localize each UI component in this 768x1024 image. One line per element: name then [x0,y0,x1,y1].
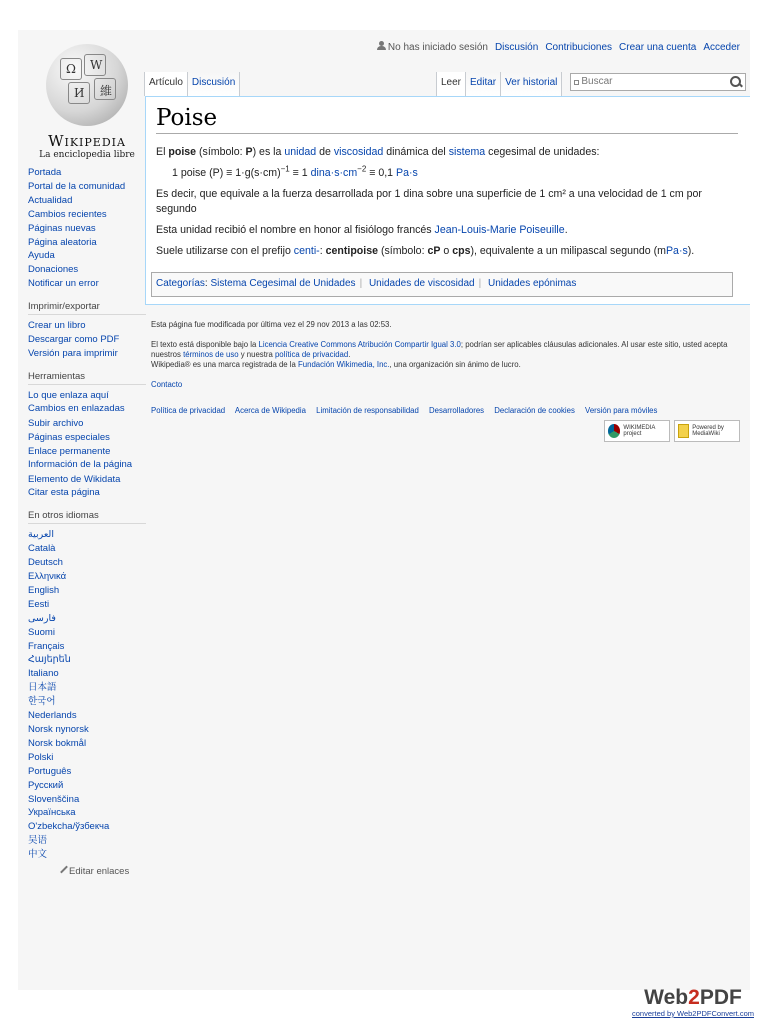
nav-pagina-aleatoria[interactable]: Página aleatoria [28,236,97,248]
superscript: −2 [357,164,367,174]
paragraph-equivalence: Es decir, que equivale a la fuerza desarrollada por 1 dina sobre una superficie de 1 cm² a una velocidad de 1 cm por segundo [156,188,702,215]
search-square-icon [574,80,579,85]
print-export-heading[interactable]: Imprimir/exportar [28,301,146,315]
tab-article[interactable]: Artículo [144,72,188,96]
navigation-menu [28,166,146,291]
tools-informacion-pagina[interactable]: Información de la página [28,458,133,470]
license-text [151,340,746,360]
article-content [145,96,750,305]
text: cegesimal de unidades: [485,146,600,158]
text: y nuestra [238,350,275,359]
lang-link[interactable]: O'zbekcha/ўзбекча [28,821,110,833]
nav-portal-comunidad[interactable]: Portal de la comunidad [28,180,126,192]
privacy-policy-link[interactable]: política de privacidad [274,350,349,359]
view-tabs [436,72,746,96]
link-sistema[interactable]: sistema [448,146,486,158]
link-pascal-segundo[interactable]: Pa·s [665,245,688,257]
category-link[interactable]: Sistema Cegesimal de Unidades [210,278,356,289]
tools-enlace-permanente[interactable]: Enlace permanente [28,445,111,457]
text: . [564,224,568,236]
lang-link[interactable]: Français [28,640,65,652]
nav-portada[interactable]: Portada [28,167,62,178]
footer-places [151,406,746,416]
lang-link[interactable]: 中文 [28,849,48,861]
nav-notificar-error[interactable]: Notificar un error [28,278,99,290]
nav-ayuda[interactable]: Ayuda [28,250,55,262]
last-modified: Esta página fue modificada por última vez el 29 nov 2013 a las 02:53. [151,320,392,329]
tools-paginas-especiales[interactable]: Páginas especiales [28,431,110,443]
personal-link-talk[interactable]: Discusión [494,41,539,53]
license-link[interactable]: Licencia Creative Commons Atribución Compartir Igual 3.0 [258,340,461,349]
text: ). [687,245,695,257]
lang-link[interactable]: Português [28,765,72,777]
lang-link[interactable]: 한국어 [28,696,56,708]
category-link[interactable]: Unidades de viscosidad [368,278,475,289]
link-dina[interactable]: dina·s·cm [310,167,358,179]
user-icon [377,41,386,50]
tab-history[interactable]: Ver historial [501,72,562,96]
print-descargar-pdf[interactable]: Descargar como PDF [28,334,120,346]
text: (símbolo: [378,245,428,257]
logo-part: PDF [699,986,742,1009]
nav-actualidad[interactable]: Actualidad [28,194,73,206]
personal-link-create-account[interactable]: Crear una cuenta [619,41,697,53]
namespace-tabs [144,72,240,96]
text: ), equivalente a un milipascal segundo (m [470,245,666,257]
category-link[interactable]: Unidades epónimas [487,278,577,289]
lang-link[interactable]: English [28,584,60,596]
lang-link[interactable]: Català [28,543,56,555]
tools-lo-que-enlaza[interactable]: Lo que enlaza aquí [28,389,109,401]
link-viscosidad[interactable]: viscosidad [333,146,384,158]
languages-heading[interactable]: En otros idiomas [28,510,146,524]
lang-link[interactable]: العربية [28,529,54,541]
superscript: −1 [280,164,290,174]
logo-wordmark: Wikipedia [48,132,126,150]
footer-link-mobile[interactable]: Versión para móviles [585,406,658,415]
categories-label[interactable]: Categorías [156,278,205,289]
tools-citar-pagina[interactable]: Citar esta página [28,487,100,499]
footer-link-developers[interactable]: Desarrolladores [429,406,485,415]
lang-link[interactable]: Nederlands [28,710,77,722]
text: (símbolo: [196,146,246,158]
footer-link-privacy[interactable]: Política de privacidad [151,406,226,415]
text: o [440,245,453,257]
lang-link[interactable]: Ελληνικά [28,571,67,583]
page [18,30,750,990]
lang-link[interactable]: Norsk nynorsk [28,724,89,735]
print-version-imprimir[interactable]: Versión para imprimir [28,347,118,359]
powered-by-mediawiki-badge[interactable] [674,420,740,442]
logo-part: Web [644,986,689,1009]
lang-link[interactable]: Polski [28,751,54,763]
text: 1 poise (P) ≡ 1·g(s·cm) [172,167,281,179]
nav-paginas-nuevas[interactable]: Páginas nuevas [28,222,96,234]
link-poiseuille[interactable]: Jean-Louis-Marie Poiseuille [434,224,565,236]
tools-heading[interactable]: Herramientas [28,371,146,385]
lang-link[interactable]: Русский [28,779,64,791]
tools-elemento-wikidata[interactable]: Elemento de Wikidata [28,473,121,485]
search-input[interactable] [570,73,746,91]
web2pdf-watermark[interactable] [632,987,754,1018]
text: Wikipedia® es una marca registrada de la [151,360,299,369]
not-logged-in [377,41,488,53]
text: : [319,245,326,257]
footer-badges [604,420,740,442]
tab-read[interactable]: Leer [436,72,466,96]
text: El texto está disponible bajo la [151,340,259,349]
print-crear-libro[interactable]: Crear un libro [28,320,86,332]
text: ) es la [252,146,285,158]
link-pascal-segundo[interactable]: Pa·s [396,167,418,179]
puzzle-globe-icon: Ω W И 維 [46,44,128,126]
bold-symbol: cps [452,245,471,257]
tab-talk[interactable]: Discusión [188,72,240,96]
category-links [151,272,733,297]
pencil-icon [60,866,68,874]
print-export-menu [28,319,146,361]
nav-donaciones[interactable]: Donaciones [28,264,79,276]
formula [156,166,741,181]
bold-symbol: cP [427,245,441,257]
personal-link-contributions[interactable]: Contribuciones [545,41,613,53]
lang-link[interactable]: Norsk bokmål [28,737,87,749]
edit-links-label: Editar enlaces [69,866,130,878]
text: dinámica del [383,146,449,158]
wikimedia-logo-icon [608,424,620,438]
lang-link[interactable]: Українська [28,807,76,819]
text: ; podrían ser aplicables cláusulas adicionales. Al usar este sitio, usted acepta nuestros [151,340,728,359]
text: ≡ 0,1 [366,167,397,179]
lang-link[interactable]: فارسی [28,612,56,624]
personal-link-login[interactable]: Acceder [703,41,740,53]
bold-term: poise [168,146,197,158]
personal-tools [377,41,740,53]
footer-link-disclaimer[interactable]: Limitación de responsabilidad [316,406,419,415]
logo-part: 2 [688,986,700,1009]
text: . [348,350,351,359]
text: El [156,146,169,158]
lang-link[interactable]: Eesti [28,598,50,610]
wikipedia-logo[interactable] [32,44,142,160]
footer [151,320,746,426]
link-unidad[interactable]: unidad [284,146,317,158]
wikimedia-foundation-link[interactable]: Fundación Wikimedia, Inc. [298,360,390,369]
not-logged-in-text: No has iniciado sesión [387,42,488,53]
text: de [316,146,334,158]
text: ≡ 1 [289,167,311,179]
text: , una organización sin ánimo de lucro. [389,360,521,369]
tools-subir-archivo[interactable]: Subir archivo [28,417,84,429]
lang-link[interactable]: 日本語 [28,682,57,694]
wikimedia-project-badge[interactable] [604,420,670,442]
contact-line [151,380,746,390]
search-placeholder: Buscar [581,76,613,87]
article-body [156,145,741,265]
search-icon[interactable] [730,76,742,88]
languages-menu [28,528,146,862]
lang-link[interactable]: Slovenščina [28,793,80,805]
footer-link-cookies[interactable]: Declaración de cookies [494,406,575,415]
nav-cambios-recientes[interactable]: Cambios recientes [28,208,107,220]
paragraph-centipoise [156,244,741,259]
logo-tagline: La enciclopedia libre [39,150,135,160]
terms-link[interactable]: términos de uso [183,350,239,359]
lang-link[interactable]: Italiano [28,668,59,680]
mediawiki-logo-icon [678,424,689,438]
bold-symbol: P [245,146,253,158]
lang-link[interactable]: Suomi [28,626,55,638]
colon: : [204,278,211,289]
separator: | [478,278,482,289]
link-centi[interactable]: centi- [293,245,320,257]
sidebar [28,166,146,877]
edit-links[interactable] [28,866,146,877]
page-title: Poise [156,105,738,134]
separator: | [359,278,363,289]
paragraph-name-origin [156,223,741,238]
tools-cambios-enlazadas[interactable]: Cambios en enlazadas [28,402,125,414]
trademark-text [151,360,746,370]
bold-term: centipoise [325,245,378,257]
badge-label: WIKIMEDIA project [623,425,656,437]
lang-link[interactable]: Հայերեն [28,654,71,666]
tab-edit[interactable]: Editar [466,72,501,96]
contact-link[interactable]: Contacto [151,380,183,389]
lang-link[interactable]: 吴语 [28,835,48,847]
tools-menu [28,389,146,500]
footer-link-about[interactable]: Acerca de Wikipedia [234,406,306,415]
badge-label: Powered by MediaWiki [692,425,724,437]
web2pdf-logo [632,987,754,1009]
paragraph-intro [156,145,741,160]
lang-link[interactable]: Deutsch [28,557,63,569]
text: Esta unidad recibió el nombre en honor al fisiólogo francés [156,224,435,236]
web2pdf-converted-link[interactable]: converted by Web2PDFConvert.com [632,1009,754,1018]
text: Suele utilizarse con el prefijo [156,245,294,257]
